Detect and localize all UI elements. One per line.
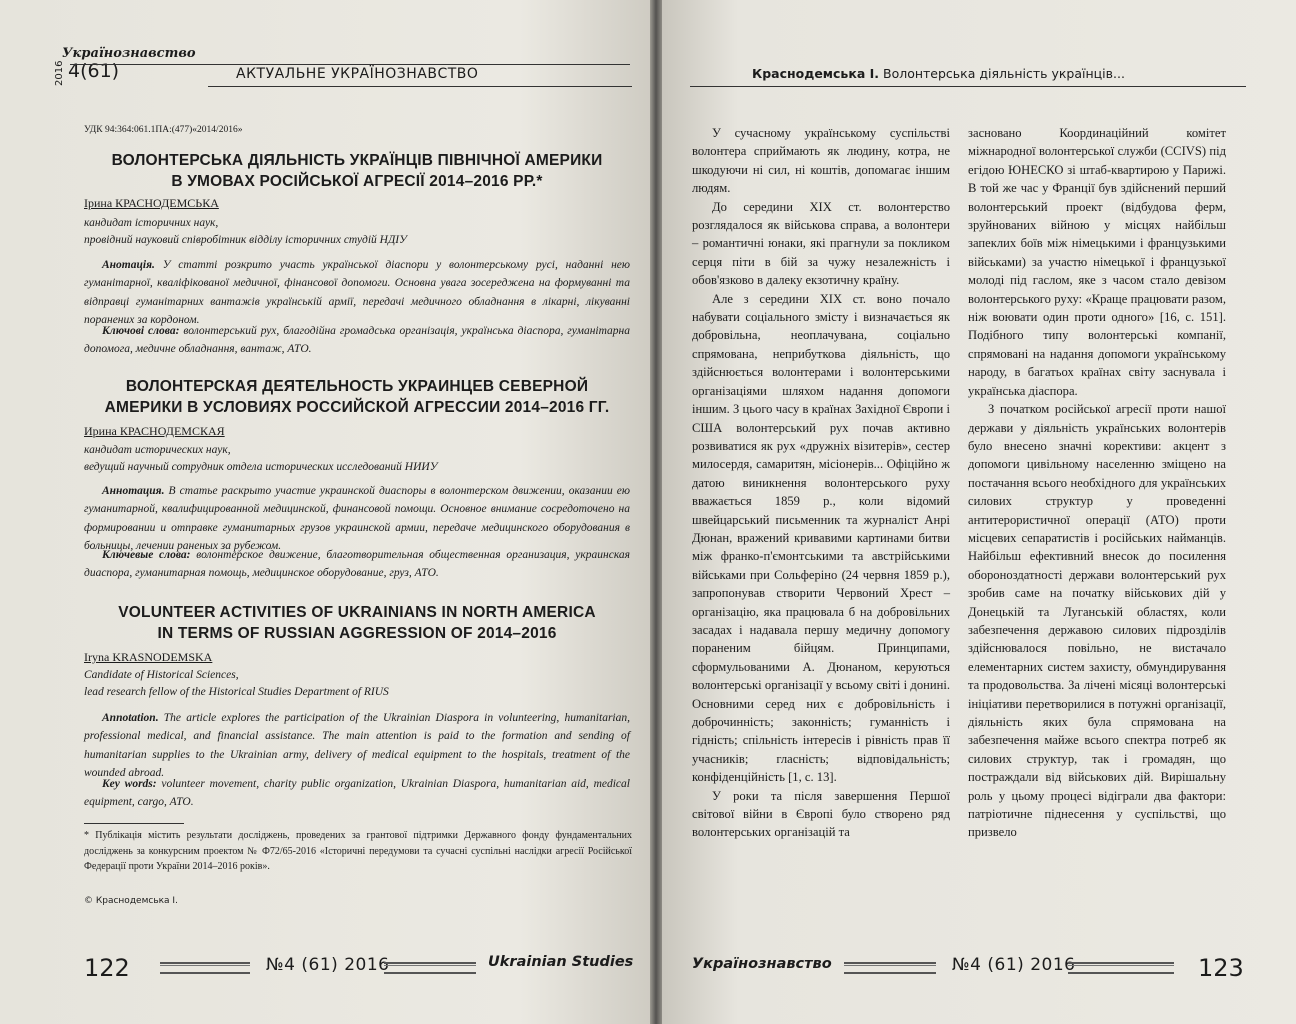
running-header: Краснодемська І. Волонтерська діяльність українців... [752,66,1125,81]
affiliation-ua: кандидат історичних наук, провідний науковий співробітник відділу історичних студій НДІУ [84,217,407,246]
footnote: * Публікація містить результати досліджень, проведених за грантової підтримки Державного фонду фундаментальних досліджень за конкурсним проектом № Ф72/65-2016 «Історичні передумови та сучасні суспільні наслідки агресії Російської Федерації проти України 2014–2016 років». [84,830,632,873]
keywords-ru: Ключевые слова: волонтерское движение, благотворительная общественная организация, украинская диаспора, гуманитарная помощь, медицинское оборудование, груз, АТО. [84,549,631,580]
paragraph: З початком російської агресії проти нашої держави у діяльність українських волонтерів було внесено значні корективи: акцент з допомоги цивільному населенню зміщено на постачання всього необхідного для українських силових структур у проведенні антитерористичної операції (АТО) проти місцевих сепаратистів і російських найманців. Найбільш ефективний внесок до посилення обороноздатності держави волонтерський рух зробив саме на початку військових дій у Донецькій та Луганській областях, коли забезпечення державою силових підрозділів здійснювалося повільно, не вистачало елементарних систем захисту, обмундирування та продовольства. За лічені місяці волонтерські ініціативи перетворилися в потужні організації, діяльність яких була спрямована на забезпечення майже всього спектра потреб як силових структур, так і громадян, що постраждали від військових дій. Вирішальну роль у цьому процесі відіграли два фактори: патріотичне піднесення у суспільстві, що призвело [968,402,1226,840]
footer-brand-left: Ukrainian Studies [488,954,634,970]
paragraph: У роки та після завершення Першої світової війни в Європі було створено ряд волонтерських організацій та [692,788,950,840]
paragraph: До середини XIX ст. волонтерство розглядалося як військова справа, а волонтери – романтичні юнаки, які прагнули за покликом серця піти в бій за чужу незалежність і обов'язково в далеку екзотичну країну. [692,199,950,288]
abstract-ua: Анотація. У статті розкрито участь української діаспори у волонтерському русі, наданні нею гуманітарної, кваліфікованої медичної, фінансової допомоги. Основна увага зосереджена на формуванні та відправці гуманітарних вантажів українській армії, передачі медичного обладнання в лікарні, лікуванні поранених за кордоном. [84,259,630,327]
article-title-en: VOLUNTEER ACTIVITIES OF UKRAINIANS IN NORTH AMERICA IN TERMS OF RUSSIAN AGGRESSION OF 2014–2016 [118,604,596,642]
right-page [662,0,1296,1024]
article-title-ru: ВОЛОНТЕРСКАЯ ДЕЯТЕЛЬНОСТЬ УКРАИНЦЕВ СЕВЕРНОЙ АМЕРИКИ В УСЛОВИЯХ РОССИЙСКОЙ АГРЕССИИ 2014–2016 ГГ. [104,378,610,416]
header-rule-lower [208,86,632,87]
header-rule [690,86,1246,87]
author-ru: Ирина КРАСНОДЕМСКАЯ [84,424,225,438]
issue-year: 2016 [54,60,65,86]
page-number-right: 123 [1198,954,1244,982]
book-gutter [650,0,662,1024]
copyright: © Краснодемська І. [84,896,178,906]
text-column-1 [692,124,950,842]
footer-stripe [384,962,476,974]
abstract-ru: Аннотация. В статье раскрыто участие украинской диаспоры в волонтерском движении, оказании ею гуманитарной, квалифицированной медицинской, финансовой помощи. Основное внимание сосредоточено на формировании и отправке гуманитарных грузов украинской армии, передаче медицинского оборудования в больницы, лечении раненых за рубежом. [84,485,630,553]
page-number-left: 122 [84,954,130,982]
keywords-ua: Ключові слова: волонтерський рух, благодійна громадська організація, українська діаспора, гуманітарна допомога, медичне обладнання, вантаж, АТО. [84,325,631,356]
footer-issue-left: №4 (61) 2016 [266,955,390,975]
affiliation-ru: кандидат исторических наук, ведущий научный сотрудник отдела исторических исследований НИИУ [84,444,438,473]
footer-stripe [844,962,936,974]
section-header: АКТУАЛЬНЕ УКРАЇНОЗНАВСТВО [236,66,479,82]
keywords-en: Key words: volunteer movement, charity public organization, Ukrainian Diaspora, humanitarian aid, medical equipment, cargo, ATO. [84,778,630,809]
footer-stripe [1068,962,1174,974]
journal-logo: Українознавство [62,46,196,61]
affiliation-en: Candidate of Historical Sciences, lead research fellow of the Historical Studies Department of RIUS [84,669,389,698]
text-column-2 [968,124,1226,842]
paragraph: засновано Координаційний комітет міжнародної волонтерської служби (CCIVS) під егідою ЮНЕСКО зі штаб-квартирою у Парижі. В той же час у Франції був здійснений перший волонтерський проект (відбудова ферм, зруйнованих війною у місцях найбільш запеклих боїв між німецькими і французькими військами) за участю німецької і французької молоді під гаслом, яке з часом стало девізом волонтерського руху: «Краще працювати разом, ніж воювати один проти одного» [16, с. 151]. Подібного типу волонтерські компанії, спрямовані на надання допомоги українському народу, в багатьох країнах світу заснувала і українська діаспора. [968,126,1226,398]
author-ua: Ірина КРАСНОДЕМСЬКА [84,196,219,210]
footer-stripe [160,962,250,974]
paragraph: У сучасному українському суспільстві волонтера сприймають як людину, котра, не шкодуючи ні сил, ні коштів, допомагає іншим людям. [692,126,950,196]
abstract-en: Annotation. The article explores the participation of the Ukrainian Diaspora in volunteering, humanitarian, professional medical, and financial assistance. The main attention is paid to the formation and sending of humanitarian supplies to the Ukrainian army, delivery of medical equipment to the hospitals, treatment of the wounded abroad. [84,712,630,780]
author-en: Iryna KRASNODEMSKA [84,650,213,664]
header-rule [70,64,630,65]
footer-brand-right: Українознавство [692,956,832,972]
footer-issue-right: №4 (61) 2016 [952,955,1076,975]
udk-code: УДК 94:364:061.1ПА:(477)«2014/2016» [84,125,243,135]
footnote-rule [84,823,184,824]
article-title-ua: ВОЛОНТЕРСЬКА ДІЯЛЬНІСТЬ УКРАЇНЦІВ ПІВНІЧНОЇ АМЕРИКИ В УМОВАХ РОСІЙСЬКОЇ АГРЕСІЇ 2014–2016 РР.* [111,152,603,190]
issue-number: 4(61) [68,60,120,82]
paragraph: Але з середини XIX ст. воно почало набувати соціального змісту і визначається як добровільна, неоплачувана, соціально спрямована, неприбуткова діяльність, що здійснюється волонтерами і волонтерськими організаціями шляхом надання допомоги іншим. З цього часу в країнах Західної Європи і США волонтерський рух почав активно розвиватися як рух «дружніх візитерів», сестер милосердя, самаритян, місіонерів... Офіційно ж датою виникнення волонтерського руху вважається 1859 р., коли відомий швейцарський письменник та журналіст Анрі Дюнан, вражений кривавими картинами битви між франко-п'ємонтськими та австрійськими військами при Сольферіно (24 червня 1859 р.), запропонував створити Червоний Хрест – організацію, яка працювала б на добровільних засадах і надавала першу медичну допомогу пораненим бійцям. Принципами, сформульованими А. Дюнаном, керуються волонтерські організації у всьому світі і донині. Основними серед них є добровільність і доброчинність; законність; гуманність і гідність; спільність інтересів і рівність прав її учасників; гласність; відповідальність; конфіденційність [1, с. 13]. [692,291,950,785]
